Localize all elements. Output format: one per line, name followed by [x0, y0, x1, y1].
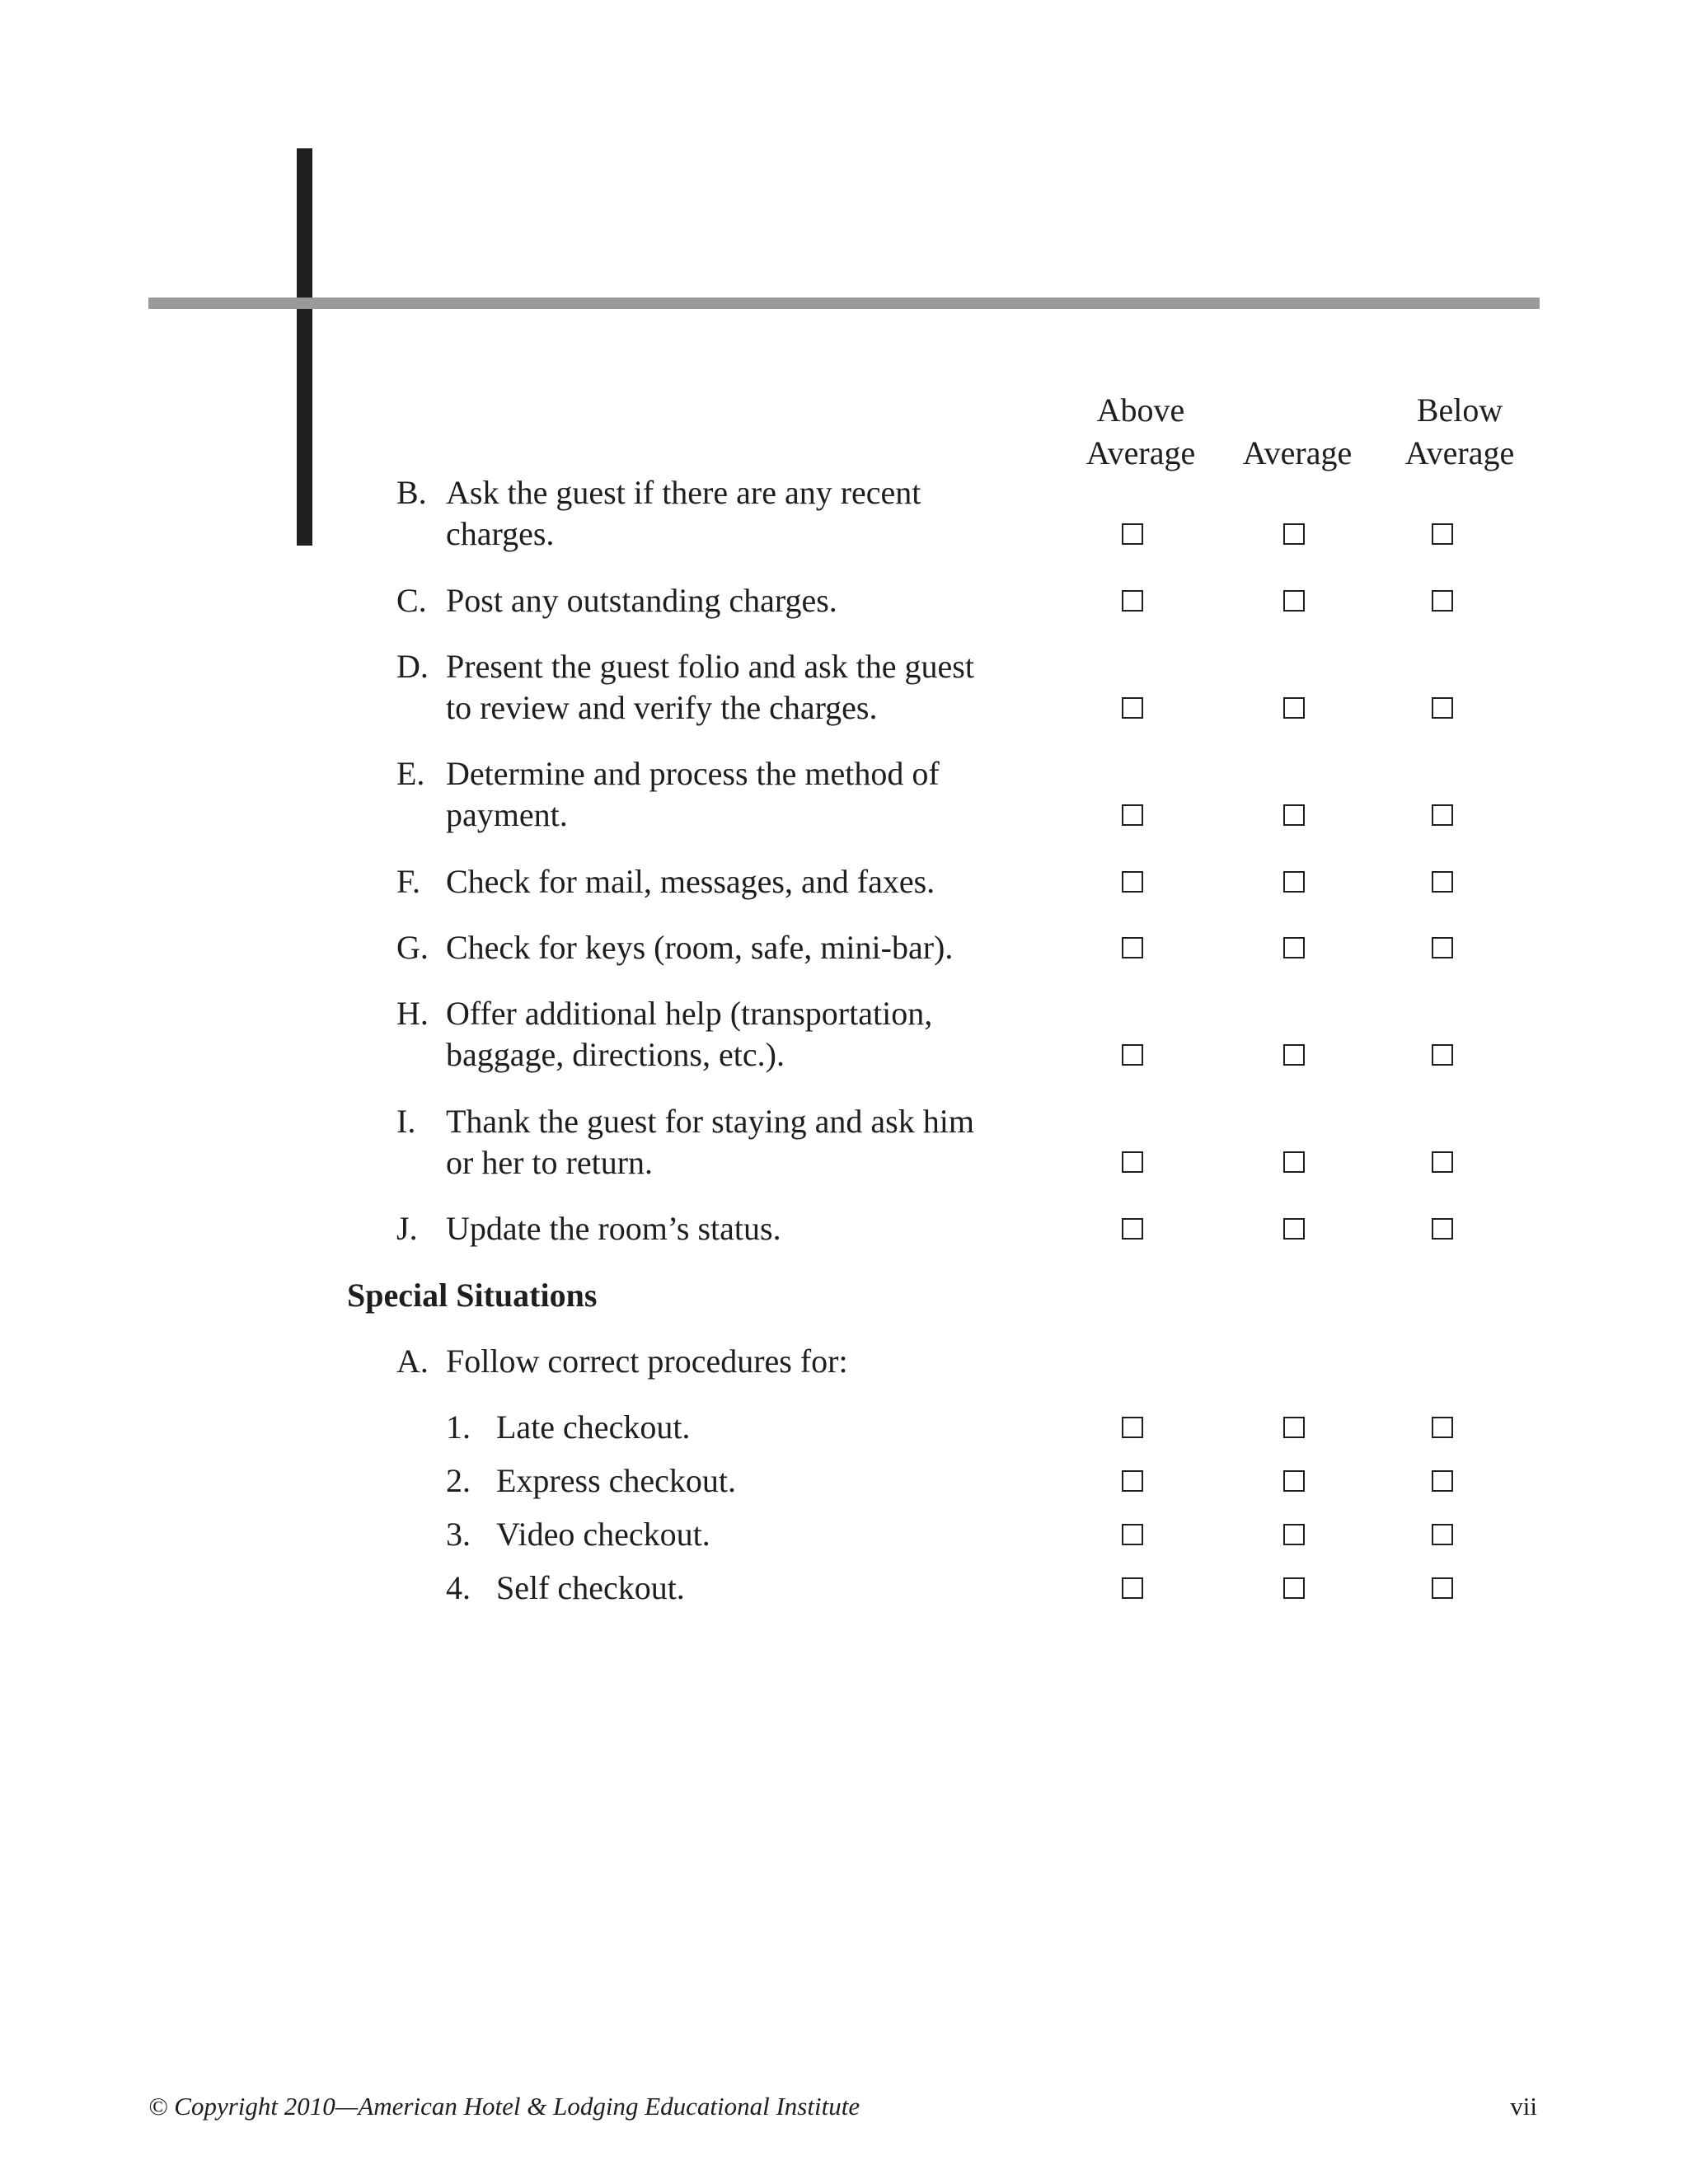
item-line: Ask the guest if there are any recent	[446, 474, 921, 511]
item-line: to review and verify the charges.	[446, 689, 878, 726]
subitem-text: Late checkout.	[496, 1408, 691, 1446]
rating-checkbox-above-average[interactable]	[1122, 1218, 1143, 1240]
rating-checkbox-above-average[interactable]	[1122, 1577, 1143, 1599]
rating-checkbox-below-average[interactable]	[1432, 1524, 1453, 1545]
rating-checkbox-below-average[interactable]	[1432, 1577, 1453, 1599]
rating-checkbox-above-average[interactable]	[1122, 523, 1143, 545]
column-header-below-average	[1377, 389, 1542, 475]
item-text	[446, 927, 953, 968]
rating-checkbox-average[interactable]	[1283, 1470, 1305, 1492]
subitem-number: 1.	[446, 1408, 471, 1446]
rating-checkbox-above-average[interactable]	[1122, 804, 1143, 826]
item-letter: G.	[396, 929, 429, 966]
item-text	[446, 753, 940, 836]
subitem-text: Express checkout.	[496, 1462, 737, 1499]
column-header-line: Above	[1096, 391, 1185, 429]
rating-checkbox-above-average[interactable]	[1122, 697, 1143, 719]
item-letter: D.	[396, 648, 429, 685]
item-letter: A.	[396, 1343, 429, 1380]
item-line: Check for keys (room, safe, mini-bar).	[446, 929, 954, 966]
item-line: Post any outstanding charges.	[446, 582, 837, 619]
rating-checkbox-below-average[interactable]	[1432, 804, 1453, 826]
item-text	[446, 1341, 848, 1382]
rating-checkbox-average[interactable]	[1283, 1044, 1305, 1066]
item-text	[446, 993, 932, 1076]
rating-checkbox-below-average[interactable]	[1432, 1151, 1453, 1173]
subitem-number: 3.	[446, 1516, 471, 1553]
rating-checkbox-average[interactable]	[1283, 804, 1305, 826]
rating-checkbox-average[interactable]	[1283, 590, 1305, 612]
rating-checkbox-below-average[interactable]	[1432, 871, 1453, 893]
subitem-text: Self checkout.	[496, 1569, 685, 1606]
decorative-horizontal-rule	[148, 298, 1540, 309]
item-text	[446, 580, 837, 621]
item-line: Present the guest folio and ask the guest	[446, 648, 974, 685]
rating-checkbox-above-average[interactable]	[1122, 871, 1143, 893]
item-letter: B.	[396, 474, 427, 511]
copyright-footer: © Copyright 2010—American Hotel & Lodging Educational Institute	[148, 2092, 860, 2121]
section-title: Special Situations	[347, 1277, 598, 1314]
item-letter: C.	[396, 582, 427, 619]
rating-checkbox-above-average[interactable]	[1122, 1044, 1143, 1066]
column-header-line: Average	[1242, 434, 1353, 471]
item-line: Offer additional help (transportation,	[446, 995, 933, 1032]
column-header-average	[1215, 432, 1380, 475]
page-number: vii	[1510, 2092, 1537, 2121]
rating-checkbox-above-average[interactable]	[1122, 1417, 1143, 1438]
subitem-number: 4.	[446, 1569, 471, 1606]
item-letter: E.	[396, 755, 425, 792]
rating-checkbox-below-average[interactable]	[1432, 1417, 1453, 1438]
item-text	[446, 472, 921, 555]
rating-checkbox-above-average[interactable]	[1122, 937, 1143, 958]
rating-checkbox-average[interactable]	[1283, 1524, 1305, 1545]
item-letter: I.	[396, 1103, 416, 1140]
item-line: Check for mail, messages, and faxes.	[446, 863, 935, 900]
item-line: or her to return.	[446, 1144, 654, 1181]
column-header-line: Average	[1404, 434, 1515, 471]
column-header-above-average	[1058, 389, 1223, 475]
item-letter: J.	[396, 1210, 418, 1247]
rating-checkbox-below-average[interactable]	[1432, 1218, 1453, 1240]
item-letter: H.	[396, 995, 429, 1032]
item-line: Determine and process the method of	[446, 755, 940, 792]
item-text	[446, 1101, 974, 1183]
item-line: Update the room’s status.	[446, 1210, 781, 1247]
rating-checkbox-average[interactable]	[1283, 697, 1305, 719]
item-line: charges.	[446, 515, 555, 552]
rating-checkbox-average[interactable]	[1283, 1417, 1305, 1438]
item-line: baggage, directions, etc.).	[446, 1036, 785, 1073]
rating-checkbox-average[interactable]	[1283, 1577, 1305, 1599]
rating-checkbox-above-average[interactable]	[1122, 1470, 1143, 1492]
rating-checkbox-below-average[interactable]	[1432, 590, 1453, 612]
rating-checkbox-above-average[interactable]	[1122, 1151, 1143, 1173]
rating-checkbox-above-average[interactable]	[1122, 590, 1143, 612]
column-header-line: Average	[1085, 434, 1196, 471]
rating-checkbox-average[interactable]	[1283, 937, 1305, 958]
rating-checkbox-average[interactable]	[1283, 871, 1305, 893]
rating-checkbox-below-average[interactable]	[1432, 697, 1453, 719]
item-text	[446, 646, 974, 729]
item-text	[446, 861, 935, 902]
subitem-number: 2.	[446, 1462, 471, 1499]
item-line: payment.	[446, 796, 568, 833]
item-letter: F.	[396, 863, 421, 900]
column-header-line: Below	[1416, 391, 1503, 429]
rating-checkbox-average[interactable]	[1283, 523, 1305, 545]
item-line: Thank the guest for staying and ask him	[446, 1103, 974, 1140]
decorative-vertical-bar	[297, 148, 312, 546]
item-line: Follow correct procedures for:	[446, 1343, 848, 1380]
rating-checkbox-above-average[interactable]	[1122, 1524, 1143, 1545]
subitem-text: Video checkout.	[496, 1516, 710, 1553]
rating-checkbox-below-average[interactable]	[1432, 523, 1453, 545]
rating-checkbox-below-average[interactable]	[1432, 937, 1453, 958]
item-text	[446, 1208, 781, 1249]
rating-checkbox-below-average[interactable]	[1432, 1470, 1453, 1492]
rating-checkbox-average[interactable]	[1283, 1218, 1305, 1240]
rating-checkbox-average[interactable]	[1283, 1151, 1305, 1173]
rating-checkbox-below-average[interactable]	[1432, 1044, 1453, 1066]
